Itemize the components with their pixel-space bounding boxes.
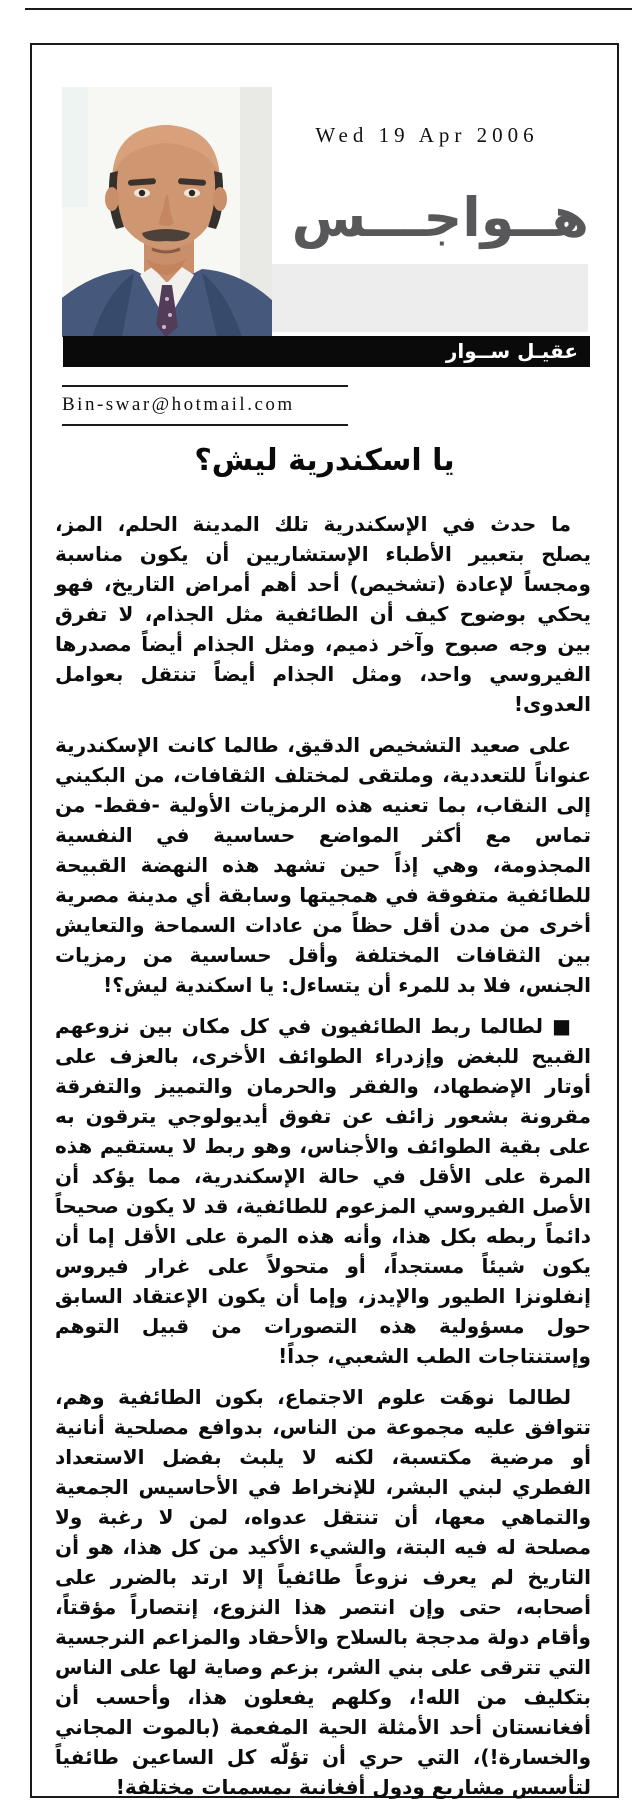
article-body <box>55 509 591 1811</box>
paragraph: لطالما نوهَت علوم الاجتماع، بكون الطائفية وهم، تتوافق عليه مجموعة من الناس، بدوافع مصلحية أنانية أو مرضية مكتسبة، لكنه لا يلبث بفضل الاستعداد الفطري لبني البشر، للإنخراط في الأحاسيس الجمعية والتماهي معها، أن تنتقل عدواه، لمن لا رغبة ولا مصلحة له فيه البتة، والشيء الأكيد من كل هذا، هو أن التاريخ لم يعرف نزوعاً طائفياً إلا ارتد بالضرر على أصحابه، حتى وإن انتصر هذا النزوع، إنتصاراً مؤقتاً، وأقام دولة مدججة بالسلاح والأحقاد والمزاعم النرجسية التي تترقى على بني الشر، بزعم وصاية لها على الناس بتكليف من الله!، وكلهم يفعلون هذا، وأحسب أن أفغانستان أحد الأمثلة الحية المفعمة (بالموت المجاني والخسارة!)، التي حري أن تؤلّه كل الساعين طائفياً لتأسيس مشاريع ودول أفغانية بمسميات مختلفة! <box>55 1385 591 1799</box>
author-photo <box>62 87 272 337</box>
paragraph: ما حدث في الإسكندرية تلك المدينة الحلم، المز، يصلح بتعبير الأطباء الإستشاريين أن يكون مناسبة ومجساً لإعادة (تشخيص) أحد أهم أمراض التاريخ، فهو يحكي بوضوح كيف أن الطائفية مثل الجذام، لا تفرق بين وجه صبوح وآخر ذميم، ومثل الجذام أيضاً مصدرها الفيروسي واحد، ومثل الجذام أيضاً تنتقل بعوامل العدوى! <box>55 512 591 716</box>
author-email-link[interactable]: Bin-swar@hotmail.com <box>62 394 295 415</box>
masthead-gray-panel <box>272 264 588 332</box>
article-title: يا اسكندرية ليش؟ <box>194 443 455 478</box>
column-title: هــواجـــس <box>291 186 589 249</box>
author-name-bar <box>63 336 590 367</box>
author-name: عقيـل ســوار <box>445 339 578 363</box>
paragraph: ■ لطالما ربط الطائفيون في كل مكان بين نزوعهم القبيح للبغض وإزدراء الطوائف الأخرى، بالعزف على أوتار الإضطهاد، والفقر والحرمان والتمييز والتفرقة مقرونة بشعور زائف عن تفوق أيديولوجي يترقون به على بقية الطوائف والأجناس، وهو ربط لا يستقيم هذه المرة على الأقل في حالة الإسكندرية، مما يؤكد أن الأصل الفيروسي المزعوم للطائفية، قد لا يكون صحيحاً دائماً ربطه بكل هذا، وأنه هذه المرة على الأقل إما أن يكون شيئاً مستجداً، أو متحولاً على غرار فيروس إنفلونزا الطيور والإيدز، وإما أن يكون الإعتقاد السابق حول مسؤولية هذه التصورات من قبيل التوهم وإستنتاجات الطب الشعبي، جداً! <box>55 1014 591 1368</box>
paragraph: على صعيد التشخيص الدقيق، طالما كانت الإسكندرية عنواناً للتعددية، وملتقى لمختلف الثقافات، من البكيني إلى النقاب، بما تعنيه هذه الرمزيات الأولية -فقط- من تماس مع أكثر المواضع حساسية في النفسية المجذومة، وهي إذاً حين تشهد هذه النهضة القبيحة للطائفية متفوقة في همجيتها وسابقة أي مدينة مصرية أخرى من مدن أقل حظاً من عادات السماحة والتعايش بين الثقافات المختلفة وأقل حساسية من رمزيات الجنس، فلا بد للمرء أن يتساءل: يا اسكندية ليش؟! <box>55 733 591 997</box>
date-label: Wed 19 Apr 2006 <box>315 123 539 147</box>
page-top-divider <box>25 8 632 10</box>
column-frame <box>30 43 619 1798</box>
author-email-block <box>62 385 348 426</box>
